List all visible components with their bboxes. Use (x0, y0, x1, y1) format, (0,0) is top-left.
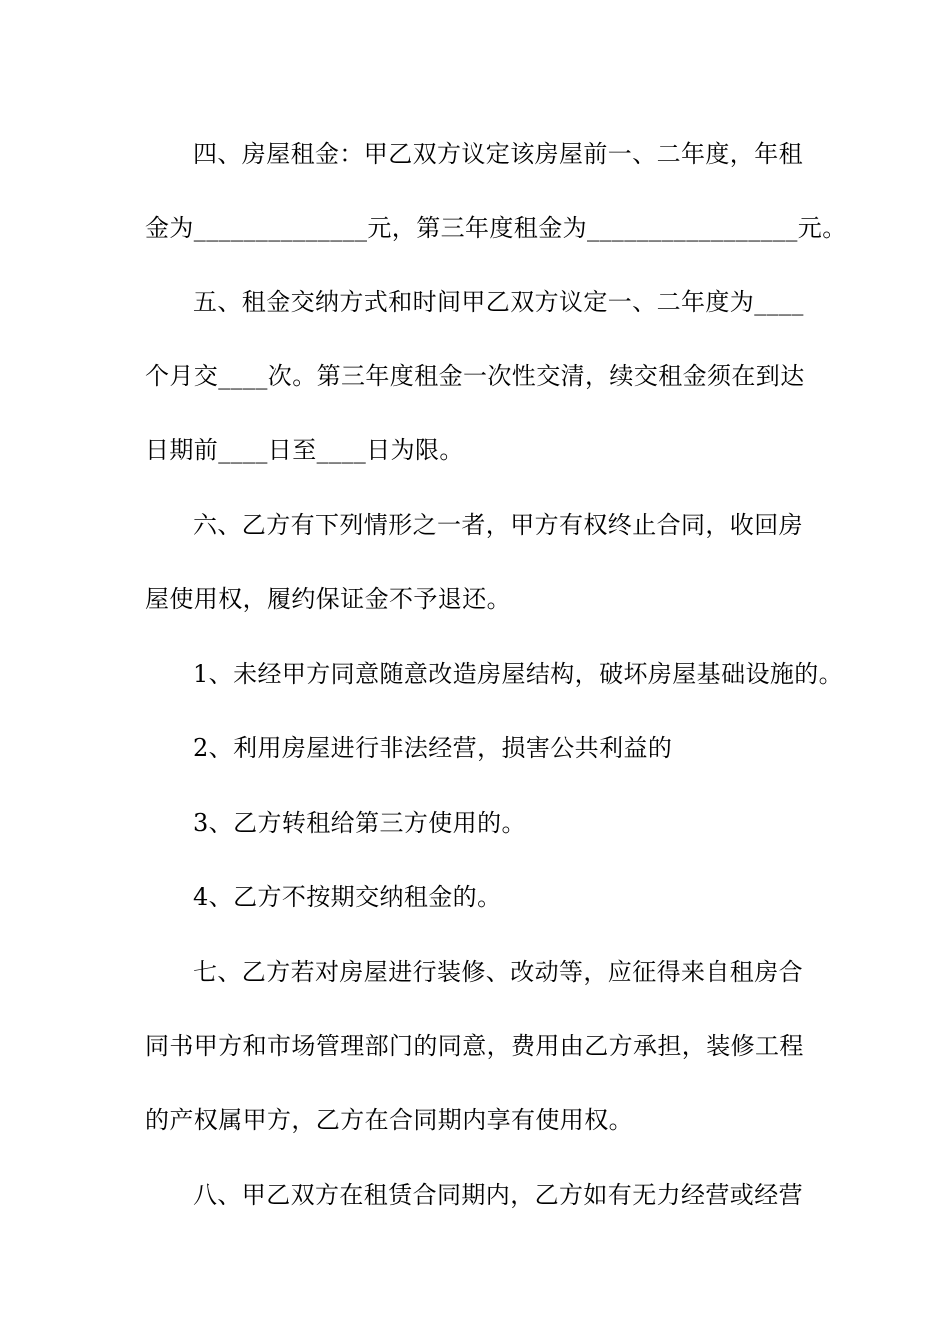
clause-7-line-3: 的产权属甲方，乙方在合同期内享有使用权。 (145, 1106, 633, 1134)
clause-6-item-1: 1、未经甲方同意随意改造房屋结构，破坏房屋基础设施的。 (193, 660, 844, 688)
clause-5-line-3: 日期前____日至____日为限。 (145, 436, 464, 464)
clause-6-line-2: 屋使用权，履约保证金不予退还。 (145, 585, 511, 613)
clause-6-item-3: 3、乙方转租给第三方使用的。 (193, 809, 526, 837)
clause-8-line-1: 八、甲乙双方在租赁合同期内，乙方如有无力经营或经营 (193, 1181, 803, 1209)
clause-6-item-2: 2、利用房屋进行非法经营，损害公共利益的 (193, 734, 673, 762)
clause-5-line-1: 五、租金交纳方式和时间甲乙双方议定一、二年度为____ (193, 288, 804, 316)
clause-6-item-4: 4、乙方不按期交纳租金的。 (193, 883, 502, 911)
clause-4-line-1: 四、房屋租金：甲乙双方议定该房屋前一、二年度，年租 (193, 140, 803, 168)
clause-4-line-2: 金为______________元，第三年度租金为_________________元。 (145, 214, 847, 242)
clause-7-line-2: 同书甲方和市场管理部门的同意，费用由乙方承担，装修工程 (145, 1032, 804, 1060)
clause-5-line-2: 个月交____次。第三年度租金一次性交清，续交租金须在到达 (145, 362, 805, 390)
clause-7-line-1: 七、乙方若对房屋进行装修、改动等，应征得来自租房合 (193, 958, 803, 986)
clause-6-line-1: 六、乙方有下列情形之一者，甲方有权终止合同，收回房 (193, 511, 803, 539)
